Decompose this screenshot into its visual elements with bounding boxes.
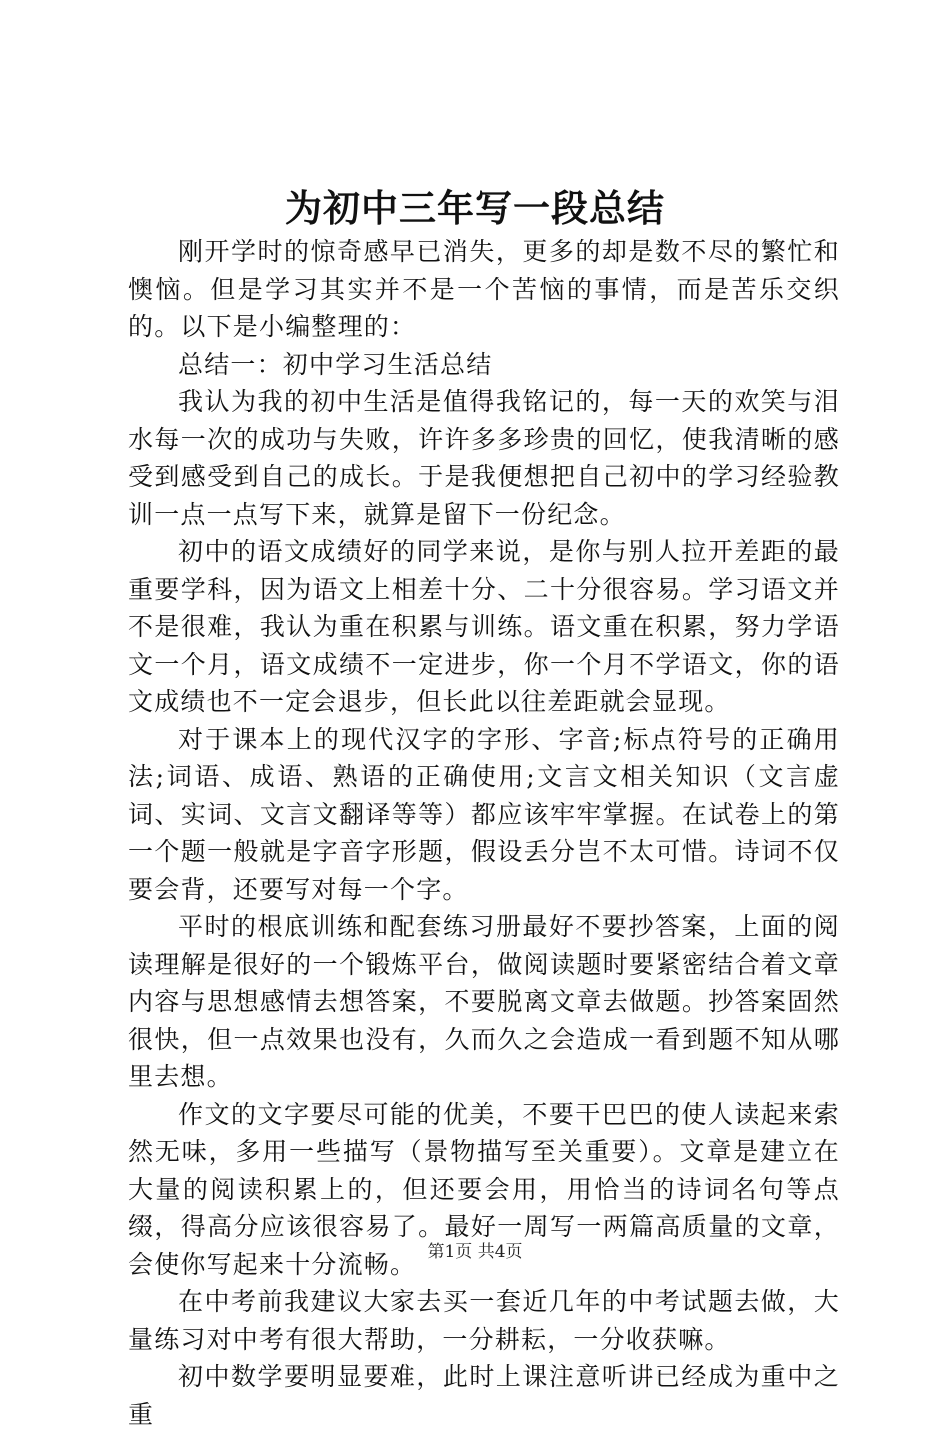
section-heading: 总结一：初中学习生活总结 xyxy=(178,349,493,379)
paragraph: 作文的文字要尽可能的优美，不要干巴巴的使人读起来索然无味，多用一些描写（景物描写至关重要）。文章是建立在大量的阅读积累上的，但还要会用，用恰当的诗词名句等点缀，得高分应该很容易了。最好一周写一两篇高质量的文章，会使你写起来十分流畅。 xyxy=(128,1099,840,1279)
paragraph: 我认为我的初中生活是值得我铭记的，每一天的欢笑与泪水每一次的成功与失败，许许多多珍贵的回忆，使我清晰的感受到感受到自己的成长。于是我便想把自己初中的学习经验教训一点一点写下来，就算是留下一份纪念。 xyxy=(128,387,840,529)
paragraph: 初中的语文成绩好的同学来说，是你与别人拉开差距的最重要学科，因为语文上相差十分、二十分很容易。学习语文并不是很难，我认为重在积累与训练。语文重在积累，努力学语文一个月，语文成绩不一定进步，你一个月不学语文，你的语文成绩也不一定会退步，但长此以往差距就会显现。 xyxy=(128,537,840,716)
paragraph: 初中数学要明显要难，此时上课注意听讲已经成为重中之重 xyxy=(128,1362,840,1429)
paragraph-intro: 刚开学时的惊奇感早已消失，更多的却是数不尽的繁忙和懊恼。但是学习其实并不是一个苦恼的事情，而是苦乐交织的。以下是小编整理的： xyxy=(128,237,840,341)
page-footer: 第1页 共4页 xyxy=(427,1242,523,1262)
paragraph: 对于课本上的现代汉字的字形、字音;标点符号的正确用法;词语、成语、熟语的正确使用;文言文相关知识（文言虚词、实词、文言文翻译等等）都应该牢牢掌握。在试卷上的第一个题一般就是字音字形题，假设丢分岂不太可惜。诗词不仅要会背，还要写对每一个字。 xyxy=(128,724,840,904)
paragraph: 平时的根底训练和配套练习册最好不要抄答案，上面的阅读理解是很好的一个锻炼平台，做阅读题时要紧密结合着文章内容与思想感情去想答案，不要脱离文章去做题。抄答案固然很快，但一点效果也没有，久而久之会造成一看到题不知从哪里去想。 xyxy=(128,912,840,1091)
document-title: 为初中三年写一段总结 xyxy=(285,186,665,230)
paragraph: 在中考前我建议大家去买一套近几年的中考试题去做，大量练习对中考有很大帮助，一分耕耘，一分收获嘛。 xyxy=(128,1287,840,1354)
